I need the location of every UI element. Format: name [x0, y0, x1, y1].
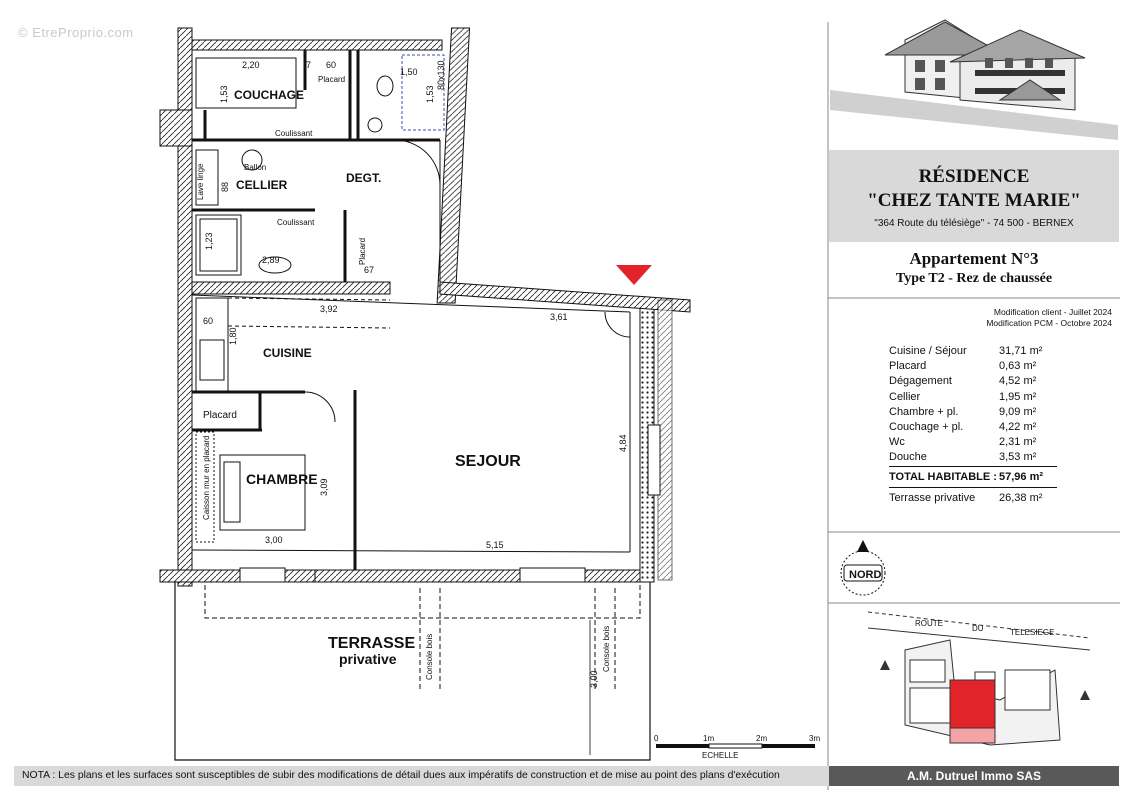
room-sejour: SEJOUR — [455, 453, 521, 470]
dim-180: 1,80 — [228, 327, 238, 345]
surface-name: Wc — [889, 436, 905, 449]
label-console-bois-2: Console bois — [602, 625, 611, 672]
building-illustration — [829, 20, 1119, 146]
modification-1: Modification client - Juillet 2024 — [993, 307, 1112, 317]
surface-name: Cellier — [889, 390, 921, 403]
label-coulissant-1: Coulissant — [275, 129, 313, 138]
washbasin-icon — [368, 118, 382, 132]
site-plan — [868, 612, 1090, 745]
north-arrow-icon — [841, 540, 885, 595]
road-word-1: ROUTE — [915, 619, 943, 628]
surface-row — [889, 420, 1057, 435]
room-terrasse: TERRASSE — [328, 635, 416, 652]
terrace-value: 26,38 m² — [999, 491, 1043, 504]
company-name: A.M. Dutruel Immo SAS — [829, 766, 1119, 786]
room-cellier: CELLIER — [236, 178, 288, 192]
road-word-3: TELESIEGE — [1010, 628, 1055, 637]
surface-row — [889, 344, 1057, 359]
surface-value: 4,52 m² — [999, 375, 1037, 388]
surface-value: 9,09 m² — [999, 405, 1037, 418]
surface-value: 3,53 m² — [999, 451, 1037, 464]
scale-tick-1: 1m — [703, 734, 715, 743]
surface-name: Placard — [889, 360, 927, 373]
total-value: 57,96 m² — [999, 470, 1044, 483]
dim-88: 88 — [220, 181, 230, 192]
dim-80x130: 80x130 — [436, 60, 446, 90]
room-cuisine: CUISINE — [263, 346, 312, 360]
dim-123: 1,23 — [204, 232, 214, 250]
partitions — [192, 50, 440, 570]
road-word-2: DU — [972, 624, 984, 633]
terrace-row — [889, 488, 1057, 508]
surface-table — [889, 344, 1057, 508]
residence-title-line1: RÉSIDENCE — [918, 166, 1030, 187]
room-terrasse-privative: privative — [339, 651, 397, 667]
surface-value: 0,63 m² — [999, 360, 1037, 373]
dim-515: 5,15 — [486, 540, 504, 550]
terrace-name: Terrasse privative — [889, 491, 976, 504]
nota-footer: NOTA : Les plans et les surfaces sont susceptibles de subir des modifications de détail dues aux impératifs de construction et de mise au point des plans d'exécution — [14, 766, 832, 786]
surface-row — [889, 374, 1057, 389]
apartment-box — [829, 244, 1119, 296]
residence-title-box — [829, 150, 1119, 242]
label-lave-linge: Lave linge — [196, 163, 205, 200]
room-degt: DEGT. — [346, 171, 382, 185]
surface-value: 31,71 m² — [999, 345, 1043, 357]
surface-value: 2,31 m² — [999, 436, 1037, 449]
label-caisson: Caisson mur en placard — [202, 435, 211, 520]
dim-361: 3,61 — [550, 312, 568, 322]
surface-row — [889, 435, 1057, 450]
surface-row — [889, 390, 1057, 405]
label-console-bois-1: Console bois — [425, 633, 434, 680]
room-placard-chambre: Placard — [203, 410, 237, 421]
label-coulissant-2: Coulissant — [277, 218, 315, 227]
dim-67: 67 — [364, 265, 375, 275]
dim-7: 7 — [306, 60, 312, 70]
kitchen-counter — [196, 298, 228, 392]
apartment-location-marker — [950, 680, 995, 728]
label-ballon: Ballon — [244, 163, 267, 172]
dim-153b: 1,53 — [425, 85, 435, 103]
surface-row — [889, 450, 1057, 465]
label-placard-degt: Placard — [358, 237, 367, 265]
watermark: © EtreProprio.com — [18, 25, 134, 40]
dim-484: 4,84 — [618, 434, 628, 452]
residence-address: "364 Route du télésiège" - 74 500 - BERNEX — [874, 218, 1074, 229]
shower-icon — [196, 215, 241, 275]
dim-392: 3,92 — [320, 304, 338, 314]
surface-total-row — [889, 466, 1057, 488]
surface-name: Douche — [889, 451, 927, 464]
apartment-title: Appartement N°3 — [909, 249, 1039, 268]
room-chambre: CHAMBRE — [246, 471, 318, 487]
room-couchage: COUCHAGE — [234, 88, 305, 102]
scale-tick-2: 2m — [756, 734, 768, 743]
residence-title-line2: "CHEZ TANTE MARIE" — [867, 190, 1081, 211]
north-label: NORD — [849, 569, 882, 581]
scale-label: ECHELLE — [702, 751, 739, 760]
surface-name: Couchage + pl. — [889, 420, 964, 433]
dim-220: 2,20 — [242, 60, 260, 70]
scale-tick-3: 3m — [809, 734, 821, 743]
apartment-type: Type T2 - Rez de chaussée — [895, 271, 1053, 286]
dim-153a: 1,53 — [219, 85, 229, 103]
terrace-outline — [205, 585, 640, 690]
modification-2: Modification PCM - Octobre 2024 — [986, 318, 1112, 328]
scale-tick-0: 0 — [654, 734, 659, 743]
dim-60: 60 — [326, 60, 337, 70]
scale-bar — [654, 734, 820, 760]
label-placard-top: Placard — [318, 75, 346, 84]
toilet-icon — [377, 76, 393, 96]
entry-marker-icon — [616, 265, 652, 285]
surface-name: Dégagement — [889, 375, 952, 388]
modifications — [829, 307, 1112, 329]
surface-value: 4,22 m² — [999, 420, 1037, 433]
dim-289: 2,89 — [262, 255, 280, 265]
surface-name: Cuisine / Séjour — [889, 345, 967, 357]
surface-row — [889, 405, 1057, 420]
bed-icon — [220, 455, 305, 530]
surface-name: Chambre + pl. — [889, 405, 959, 418]
surface-row — [889, 359, 1057, 374]
dim-300b: 3,00 — [589, 670, 599, 688]
surface-value: 1,95 m² — [999, 390, 1037, 403]
total-name: TOTAL HABITABLE : — [889, 470, 997, 483]
dim-150: 1,50 — [400, 67, 418, 77]
dim-60b: 60 — [203, 316, 214, 326]
dim-300: 3,00 — [265, 535, 283, 545]
dim-309: 3,09 — [319, 478, 329, 496]
